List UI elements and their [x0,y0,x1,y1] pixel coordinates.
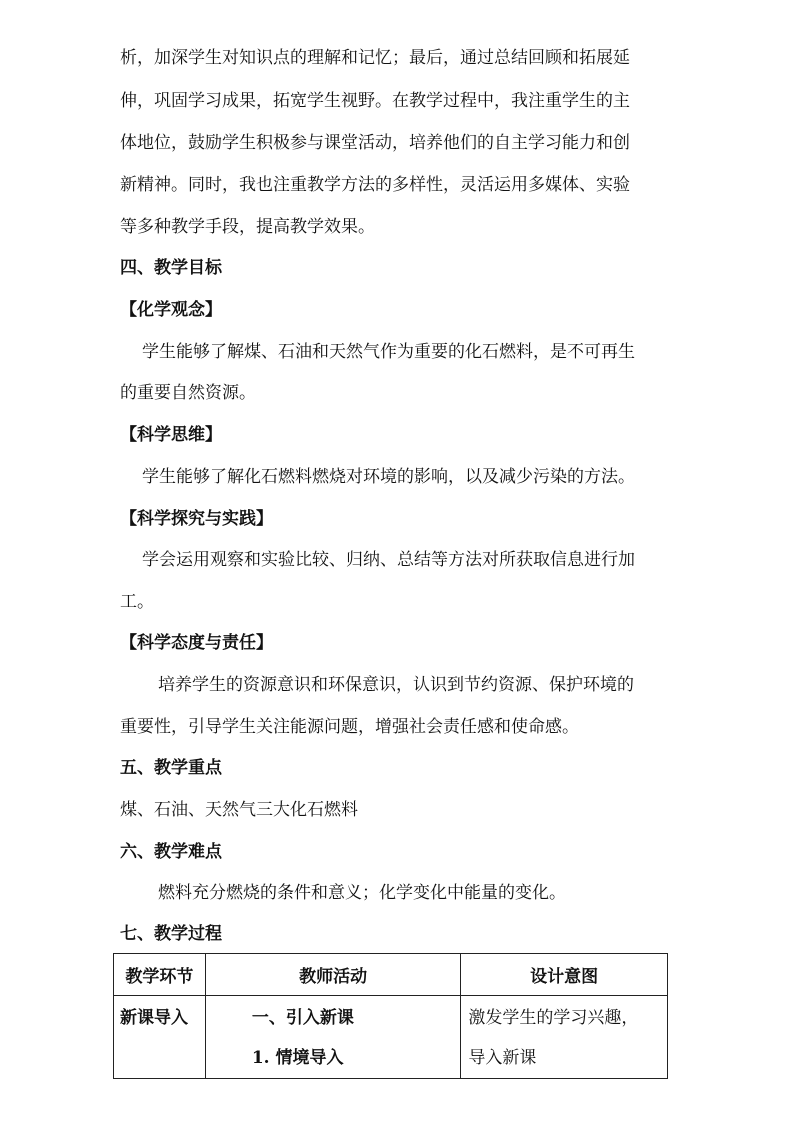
table-header-cell: 教学环节 [114,954,206,996]
table-cell-activity [205,996,461,1079]
paragraph-line: 析，加深学生对知识点的理解和记忆；最后，通过总结回顾和拓展延 [120,48,630,68]
section-heading-difficulties: 六、教学难点 [120,842,222,862]
subheading-scientific-thinking: 【科学思维】 [120,425,222,445]
paragraph-line: 燃料充分燃烧的条件和意义；化学变化中能量的变化。 [158,883,566,903]
section-heading-teaching-process: 七、教学过程 [120,924,222,944]
table-cell-intent [461,996,668,1079]
paragraph-line: 煤、石油、天然气三大化石燃料 [120,800,358,820]
paragraph-line: 重要性，引导学生关注能源问题，增强社会责任感和使命感。 [120,717,579,737]
table-header-cell: 教师活动 [205,954,461,996]
section-heading-teaching-goals: 四、教学目标 [120,258,222,278]
table-header-cell: 设计意图 [461,954,668,996]
paragraph-line: 伸，巩固学习成果，拓宽学生视野。在教学过程中，我注重学生的主 [120,91,630,111]
paragraph-line: 工。 [120,592,154,612]
intent-line: 导入新课 [468,1048,537,1068]
subheading-scientific-attitude: 【科学态度与责任】 [120,633,273,653]
subheading-scientific-inquiry: 【科学探究与实践】 [120,509,273,529]
activity-line: 1. 情境导入 [251,1048,344,1068]
teaching-process-table [113,953,668,1079]
table-header-row [114,954,668,996]
subheading-chemistry-concept: 【化学观念】 [120,300,222,320]
paragraph-line: 新精神。同时，我也注重教学方法的多样性，灵活运用多媒体、实验 [120,175,630,195]
table-cell-stage [114,996,206,1079]
paragraph-line: 等多种教学手段，提高教学效果。 [120,217,375,237]
paragraph-line: 体地位，鼓励学生积极参与课堂活动，培养他们的自主学习能力和创 [120,133,630,153]
paragraph-line: 学生能够了解煤、石油和天然气作为重要的化石燃料，是不可再生 [142,342,635,362]
paragraph-line: 的重要自然资源。 [120,383,256,403]
table-row [114,996,668,1079]
paragraph-line: 学会运用观察和实验比较、归纳、总结等方法对所获取信息进行加 [142,550,635,570]
intent-line: 激发学生的学习兴趣， [468,1008,639,1028]
paragraph-line: 培养学生的资源意识和环保意识，认识到节约资源、保护环境的 [158,675,634,695]
activity-line: 一、引入新课 [251,1008,354,1028]
stage-label: 新课导入 [120,1008,188,1028]
section-heading-key-points: 五、教学重点 [120,758,222,778]
paragraph-line: 学生能够了解化石燃料燃烧对环境的影响，以及减少污染的方法。 [142,467,635,487]
